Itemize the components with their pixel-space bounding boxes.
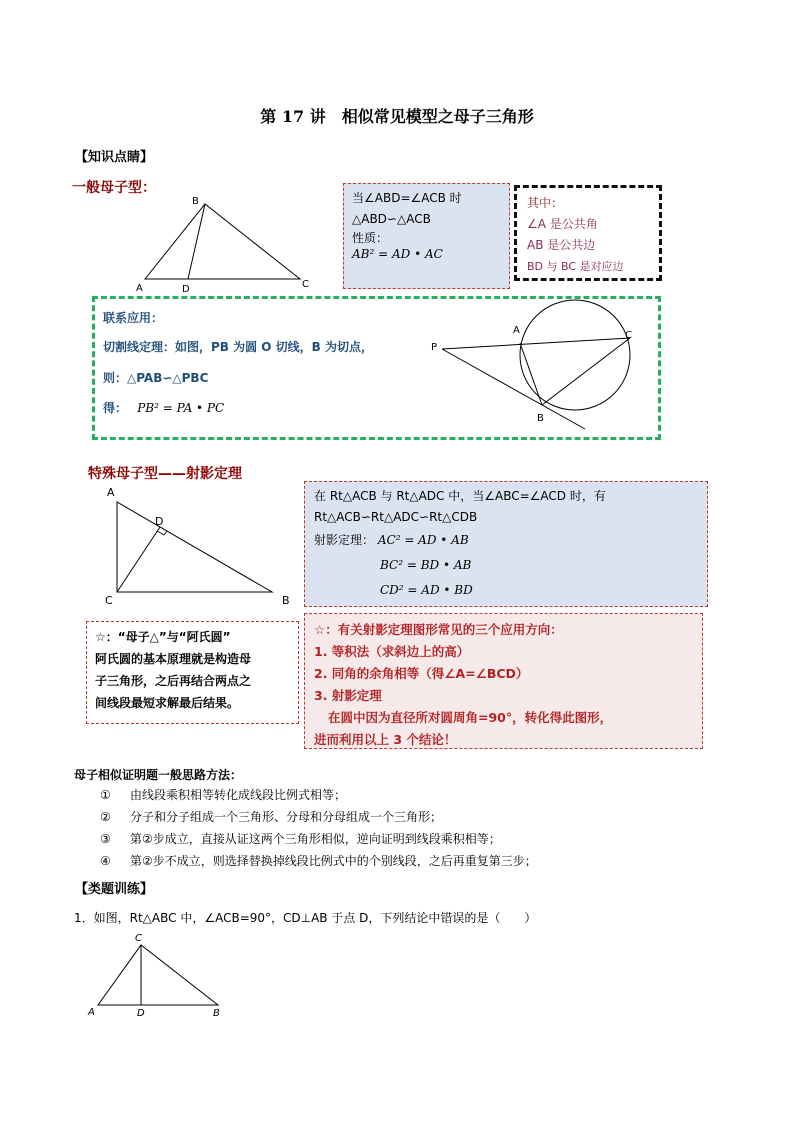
projection-condition: 在 Rt△ACB 与 Rt△ADC 中，当∠ABC=∠ACD 时，有 bbox=[314, 489, 606, 503]
page-title: 第 17 讲 相似常见模型之母子三角形 bbox=[260, 107, 534, 126]
theorem-label: 射影定理： bbox=[314, 533, 375, 547]
apollonius-line-2: 阿氏圆的基本原理就是构造母 bbox=[95, 652, 252, 666]
method-steps bbox=[100, 784, 720, 872]
fig1-label-c: C bbox=[302, 279, 309, 290]
fig2-label-b: B bbox=[537, 413, 544, 424]
note-common-side: AB 是公共边 bbox=[527, 238, 596, 252]
condition-line-2: △ABD∽△ACB bbox=[352, 212, 431, 226]
application-item-3: 3. 射影定理 bbox=[314, 688, 382, 703]
question-1-text: 1．如图，Rt△ABC 中，∠ACB=90°，CD⊥AB 于点 D，下列结论中错误的是（ ） bbox=[74, 911, 537, 925]
step-2-number: ② bbox=[100, 810, 111, 824]
note-box bbox=[514, 185, 662, 281]
apollonius-line-3: 子三角形，之后再结合两点之 bbox=[95, 674, 252, 688]
apollonius-line-4: 间线段最短求解最后结果。 bbox=[95, 696, 240, 710]
property-formula: AB² = AD • AC bbox=[352, 247, 443, 261]
applications-title: ☆：有关射影定理图形常见的三个应用方向： bbox=[314, 622, 563, 637]
step-3-text: 第②步成立，直接从证这两个三角形相似，逆向证明到线段乘积相等； bbox=[130, 832, 501, 846]
apollonius-line-1: ☆：“母子△”与“阿氏圆” bbox=[95, 630, 231, 644]
fig2-label-a: A bbox=[513, 325, 520, 336]
property-label: 性质： bbox=[352, 231, 389, 245]
apollonius-note-box bbox=[86, 621, 299, 724]
note-corresponding-sides: BD 与 BC 是对应边 bbox=[527, 260, 624, 273]
section-practice-heading: 【类题训练】 bbox=[75, 882, 154, 897]
method-title: 母子相似证明题一般思路方法： bbox=[74, 768, 243, 782]
step-1-number: ① bbox=[100, 788, 111, 802]
step-1-text: 由线段乘积相等转化成线段比例式相等； bbox=[130, 788, 347, 802]
application-item-1: 1. 等积法（求斜边上的高） bbox=[314, 644, 470, 659]
projection-similarity-chain: Rt△ACB∽Rt△ADC∽Rt△CDB bbox=[314, 510, 478, 524]
fig3-label-c: C bbox=[105, 594, 113, 607]
step-3-number: ③ bbox=[100, 832, 111, 846]
applications-box bbox=[304, 613, 703, 749]
application-item-4: 在圆中因为直径所对圆周角=90°，转化得此图形， bbox=[328, 710, 613, 725]
fig3-label-a: A bbox=[107, 486, 115, 499]
fig3-label-d: D bbox=[155, 515, 164, 528]
fig2-label-c: C bbox=[625, 330, 632, 341]
projection-formula-1: AC² = AD • AB bbox=[377, 533, 469, 547]
note-common-angle: ∠A 是公共角 bbox=[527, 217, 598, 231]
step-4-number: ④ bbox=[100, 854, 111, 868]
condition-line-1: 当∠ABD=∠ACB 时 bbox=[352, 191, 462, 205]
application-item-5: 进而利用以上 3 个结论！ bbox=[314, 732, 457, 747]
note-title: 其中： bbox=[527, 196, 564, 210]
result-prefix: 得： bbox=[103, 401, 128, 415]
projection-heading: 特殊母子型——射影定理 bbox=[88, 466, 242, 482]
tangent-secant-theorem: 切割线定理：如图，PB 为圆 O 切线，B 为切点， bbox=[103, 340, 374, 354]
similarity-condition-box bbox=[343, 183, 510, 289]
projection-formula-3: CD² = AD • BD bbox=[380, 583, 473, 597]
fig1-label-a: A bbox=[136, 283, 143, 294]
step-2-text: 分子和分子组成一个三角形、分母和分母组成一个三角形； bbox=[130, 810, 443, 824]
fig1-label-b: B bbox=[192, 196, 199, 207]
circle-tangent-figure bbox=[425, 305, 632, 433]
q1-label-c: C bbox=[135, 933, 142, 944]
projection-formula-2: BC² = BD • AB bbox=[380, 558, 472, 572]
application-item-2: 2. 同角的余角相等（得∠A=∠BCD） bbox=[314, 666, 529, 681]
right-triangle-figure bbox=[100, 482, 300, 610]
tangent-formula: PB² = PA • PC bbox=[137, 401, 225, 415]
fig2-label-p: P bbox=[431, 342, 438, 353]
fig3-label-b: B bbox=[282, 594, 290, 607]
similarity-result: 则：△PAB∽△PBC bbox=[103, 371, 209, 385]
projection-theorem-box bbox=[304, 481, 708, 607]
q1-label-d: D bbox=[137, 1008, 145, 1019]
general-triangle-figure bbox=[130, 192, 315, 297]
q1-label-b: B bbox=[213, 1008, 220, 1019]
q1-label-a: A bbox=[88, 1007, 95, 1018]
section-knowledge-heading: 【知识点睛】 bbox=[75, 150, 154, 165]
application-title: 联系应用： bbox=[103, 311, 164, 325]
question-1-figure bbox=[85, 930, 235, 1020]
fig1-label-d: D bbox=[182, 284, 190, 295]
step-4-text: 第②步不成立，则选择替换掉线段比例式中的个别线段，之后再重复第三步； bbox=[130, 854, 537, 868]
general-model-heading: 一般母子型： bbox=[72, 180, 156, 196]
